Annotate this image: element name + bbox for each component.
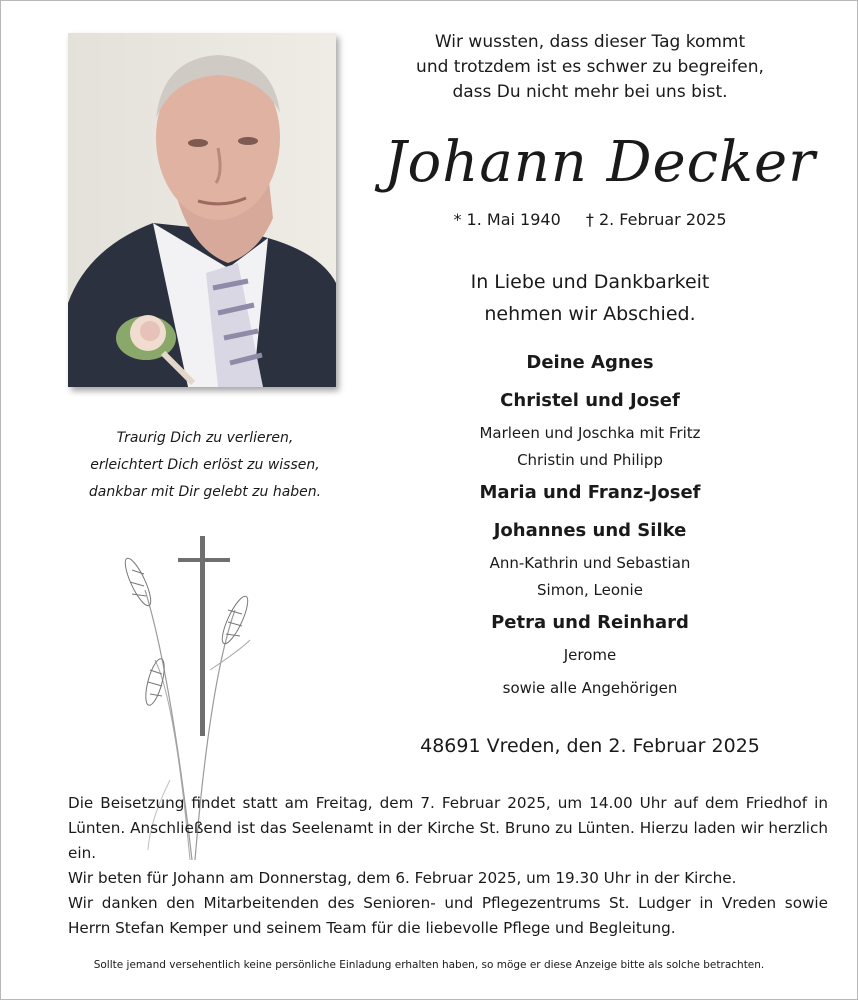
- family-list: [410, 344, 770, 702]
- notice-paragraph: Wir beten für Johann am Donnerstag, dem 6. Februar 2025, um 19.30 Uhr in der Kirche.: [68, 869, 737, 887]
- notice-paragraph: Die Beisetzung findet statt am Freitag, dem 7. Februar 2025, um 14.00 Uhr auf dem Friedhof in Lünten. Anschließend ist das Seelenamt in der Kirche St. Bruno zu Lünten. Hierzu laden wir herzlich ein.: [68, 794, 828, 862]
- deceased-name: Johann Decker: [384, 130, 816, 195]
- intro-line: und trotzdem ist es schwer zu begreifen,: [416, 57, 764, 77]
- intro-verse: [400, 30, 780, 105]
- poem-line: Traurig Dich zu verlieren,: [116, 430, 294, 446]
- birth-date: * 1. Mai 1940: [453, 210, 561, 229]
- footnote: Sollte jemand versehentlich keine persönliche Einladung erhalten haben, so möge er diese Anzeige bitte als solche betrachten.: [93, 959, 765, 971]
- intro-line: dass Du nicht mehr bei uns bist.: [452, 82, 728, 102]
- family-sub: Ann-Kathrin und Sebastian: [489, 554, 691, 572]
- portrait-photo: [68, 33, 336, 387]
- portrait-illustration: [68, 33, 336, 387]
- poem: [60, 425, 350, 506]
- farewell-text: [410, 266, 770, 330]
- family-sub: Marleen und Joschka mit Fritz: [479, 424, 701, 442]
- place-date: 48691 Vreden, den 2. Februar 2025: [420, 735, 760, 757]
- family-head: Petra und Reinhard: [491, 612, 689, 633]
- farewell-line: nehmen wir Abschied.: [484, 303, 696, 325]
- family-sub: Christin und Philipp: [517, 451, 663, 469]
- death-date: † 2. Februar 2025: [585, 210, 727, 229]
- family-sub: Simon, Leonie: [537, 581, 643, 599]
- poem-line: erleichtert Dich erlöst zu wissen,: [90, 457, 320, 473]
- life-dates: [420, 209, 760, 231]
- farewell-line: In Liebe und Dankbarkeit: [470, 271, 710, 293]
- family-head: Deine Agnes: [526, 352, 654, 373]
- funeral-notice: [68, 791, 828, 941]
- family-closing: sowie alle Angehörigen: [502, 679, 678, 697]
- intro-line: Wir wussten, dass dieser Tag kommt: [434, 32, 746, 52]
- family-head: Christel und Josef: [500, 390, 680, 411]
- poem-line: dankbar mit Dir gelebt zu haben.: [88, 484, 322, 500]
- family-head: Johannes und Silke: [493, 520, 687, 541]
- notice-paragraph: Wir danken den Mitarbeitenden des Senioren- und Pflegezentrums St. Ludger in Vreden sowie Herrn Stefan Kemper und seinem Team für die liebevolle Pflege und Begleitung.: [68, 894, 828, 937]
- family-sub: Jerome: [563, 646, 617, 664]
- family-head: Maria und Franz-Josef: [479, 482, 701, 503]
